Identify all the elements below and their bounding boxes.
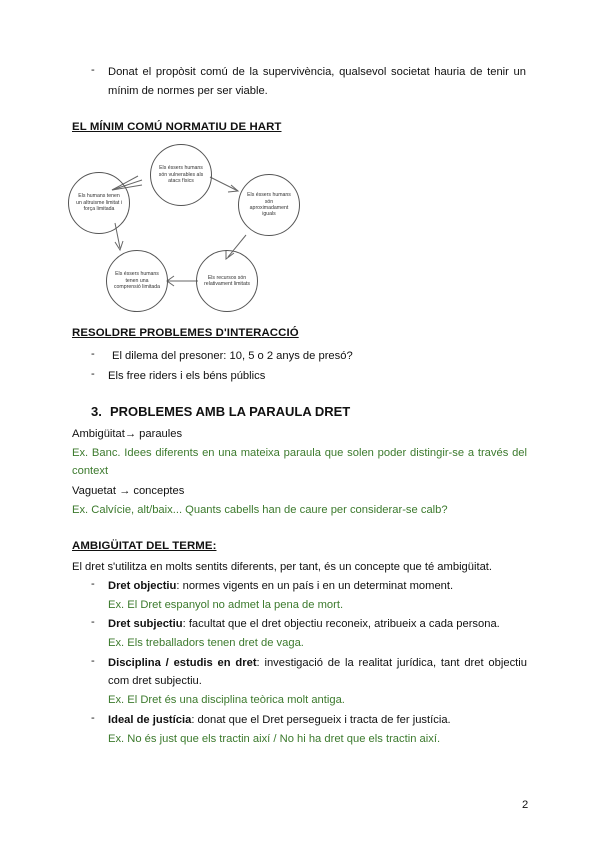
term-item-2 bbox=[108, 615, 500, 633]
term-item-3 bbox=[108, 654, 527, 672]
term-item-3-def: : investigació de la realitat jurídica, tant dret objectiu bbox=[256, 657, 527, 669]
term-item-3-example: Ex. El Dret és una disciplina teòrica molt antiga. bbox=[108, 694, 345, 706]
hart-cycle-node-4: Els éssers humans tenen una comprensió limitada bbox=[106, 250, 168, 312]
term-item-2-def: : facultat que el dret objectiu reconeix, atribueix a cada persona. bbox=[182, 618, 500, 630]
term-item-4 bbox=[108, 711, 451, 729]
term-item-4-example: Ex. No és just que els tractin així / No hi ha dret que els tractin així. bbox=[108, 733, 441, 745]
term-item-2-term: Dret subjectiu bbox=[108, 618, 183, 630]
interaction-heading: RESOLDRE PROBLEMES D'INTERACCIÓ bbox=[72, 327, 299, 339]
bullet-dash: - bbox=[91, 368, 95, 380]
term-intro: El dret s'utilitza en molts sentits diferents, per tant, és un concepte que té ambigüitat. bbox=[72, 561, 493, 573]
ambiguity-example-2: context bbox=[72, 465, 109, 477]
section-3-number: 3. bbox=[91, 404, 102, 419]
term-item-1-term: Dret objectiu bbox=[108, 580, 177, 592]
ambiguity-line: Ambigüitat→ paraules bbox=[72, 428, 183, 440]
term-item-4-term: Ideal de justícia bbox=[108, 714, 192, 726]
hart-cycle-node-3: Els recursos són relativament limitats bbox=[196, 250, 258, 312]
hart-cycle-node-1: Els éssers humans són vulnerables als atacs físics bbox=[150, 144, 212, 206]
intro-bullet-line1: Donat el propòsit comú de la supervivència, qualsevol societat hauria de tenir un bbox=[108, 66, 526, 78]
ambiguity-example-1: Ex. Banc. Idees diferents en una mateixa paraula que solen poder distingir-se a través del bbox=[72, 447, 527, 459]
interaction-item-2: Els free riders i els béns públics bbox=[108, 370, 266, 382]
page-number: 2 bbox=[522, 799, 529, 811]
term-item-1-def: : normes vigents en un país i en un determinat moment. bbox=[176, 580, 454, 592]
vagueness-line: Vaguetat → conceptes bbox=[72, 485, 185, 497]
bullet-dash: - bbox=[91, 655, 95, 667]
intro-bullet-line2: mínim de normes per ser viable. bbox=[108, 85, 268, 97]
vagueness-example: Ex. Calvície, alt/baix... Quants cabells han de caure per considerar-se calb? bbox=[72, 504, 448, 516]
term-item-2-example: Ex. Els treballadors tenen dret de vaga. bbox=[108, 637, 304, 649]
term-item-3-term: Disciplina / estudis en dret bbox=[108, 657, 257, 669]
term-item-4-def: : donat que el Dret persegueix i tracta de fer justícia. bbox=[191, 714, 451, 726]
section-3-title: PROBLEMES AMB LA PARAULA DRET bbox=[110, 404, 351, 419]
interaction-item-1: El dilema del presoner: 10, 5 o 2 anys de presó? bbox=[112, 350, 353, 362]
term-heading: AMBIGÜITAT DEL TERME: bbox=[72, 540, 217, 552]
bullet-dash: - bbox=[91, 578, 95, 590]
bullet-dash: - bbox=[91, 616, 95, 628]
term-item-1 bbox=[108, 577, 453, 595]
bullet-dash: - bbox=[91, 64, 95, 76]
term-item-1-example: Ex. El Dret espanyol no admet la pena de mort. bbox=[108, 599, 344, 611]
bullet-dash: - bbox=[91, 712, 95, 724]
bullet-dash: - bbox=[91, 348, 95, 360]
hart-cycle-node-5: Els humans tenen un altruisme limitat i força limitada bbox=[68, 172, 130, 234]
hart-cycle-node-2: Els éssers humans són aproximadament iguals bbox=[238, 174, 300, 236]
term-item-3-def-cont: com dret subjectiu. bbox=[108, 675, 202, 687]
hart-heading: EL MÍNIM COMÚ NORMATIU DE HART bbox=[72, 121, 282, 133]
